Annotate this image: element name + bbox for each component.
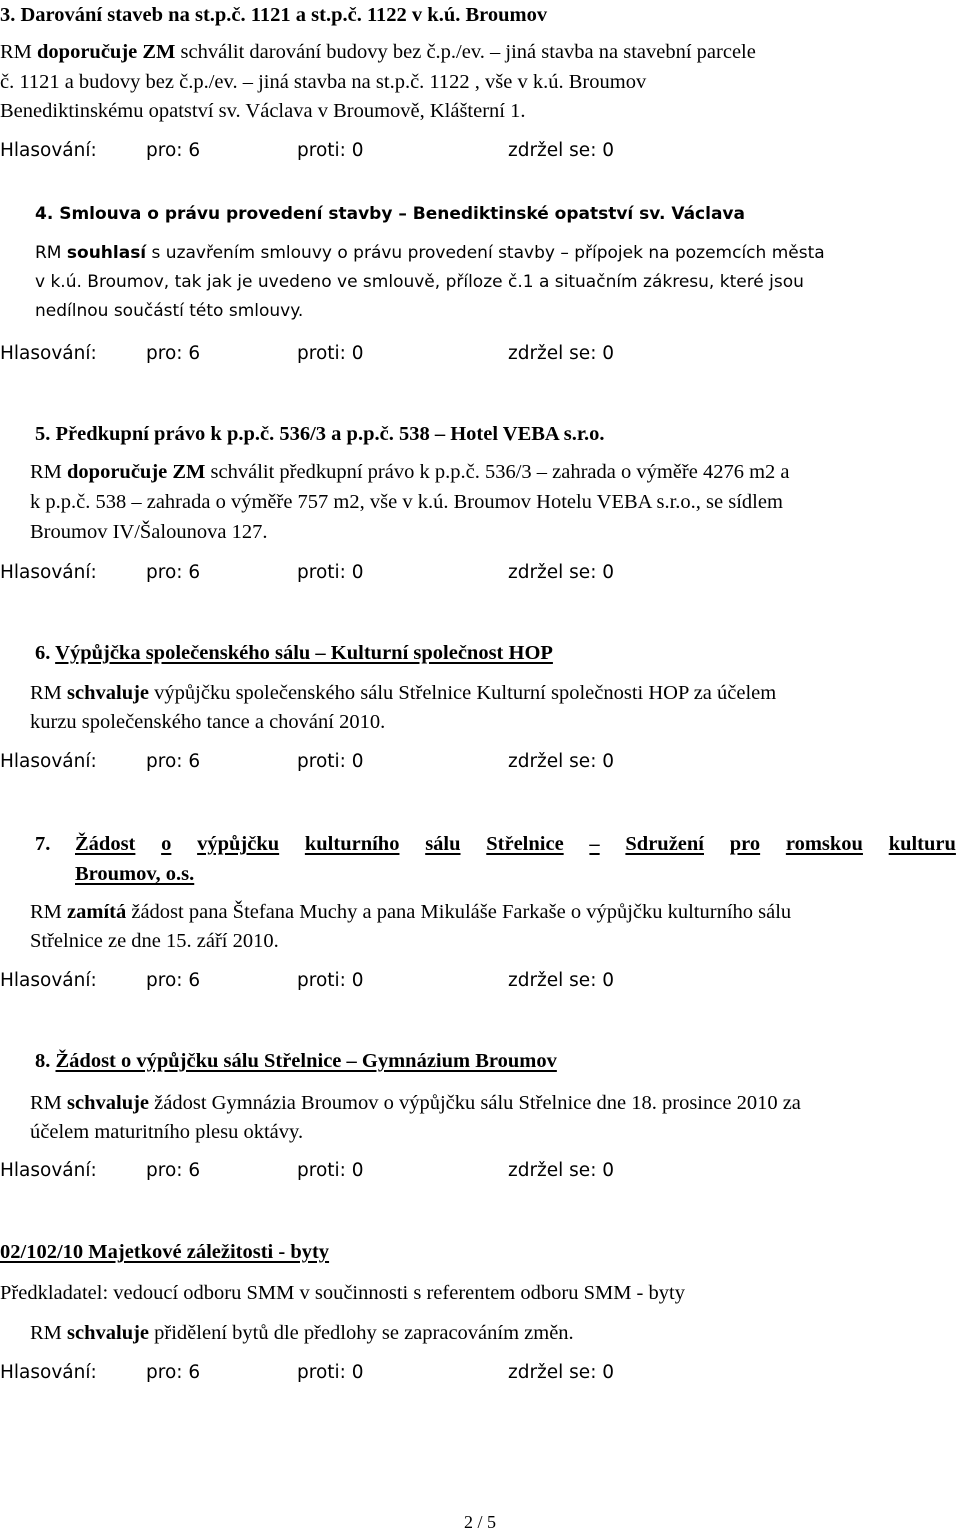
item5-text-line3: Broumov IV/Šalounova 127. [30,521,268,543]
item3-vote: Hlasování: pro: 6 proti: 0 zdržel se: 0 [0,140,615,161]
item7-heading-line2: Broumov, o.s. [75,863,195,885]
item3-text-line1: RM doporučuje ZM schválit darování budovy bez č.p./ev. – jiná stavba na stavební parcele [0,41,756,63]
section-vote: Hlasování: pro: 6 proti: 0 zdržel se: 0 [0,1362,615,1383]
item7-text-line2: Střelnice ze dne 15. září 2010. [30,930,279,952]
item4-text-line3: nedílnou součástí této smlouvy. [35,301,304,321]
section-presenter: Předkladatel: vedoucí odboru SMM v součinnosti s referentem odboru SMM - byty [0,1282,685,1304]
item8-text-line1: RM schvaluje žádost Gymnázia Broumov o výpůjčku sálu Střelnice dne 18. prosince 2010 za [30,1092,801,1114]
item5-heading: 5. Předkupní právo k p.p.č. 536/3 a p.p.č. 538 – Hotel VEBA s.r.o. [35,423,605,445]
item3-text-line3: Benediktinskému opatství sv. Václava v Broumově, Klášterní 1. [0,100,526,122]
item8-heading: 8. Žádost o výpůjčku sálu Střelnice – Gymnázium Broumov [35,1050,557,1072]
item4-heading: 4. Smlouva o právu provedení stavby – Benediktinské opatství sv. Václava [35,204,745,224]
item8-text-line2: účelem maturitního plesu oktávy. [30,1121,304,1143]
item5-text-line2: k p.p.č. 538 – zahrada o výměře 757 m2, vše v k.ú. Broumov Hotelu VEBA s.r.o., se sídlem [30,491,783,513]
item6-heading: 6. Výpůjčka společenského sálu – Kulturní společnost HOP [35,642,553,664]
item4-vote: Hlasování: pro: 6 proti: 0 zdržel se: 0 [0,343,615,364]
item3-text-line2: č. 1121 a budovy bez č.p./ev. – jiná stavba na st.p.č. 1122 , vše v k.ú. Broumov [0,71,647,93]
item6-text-line1: RM schvaluje výpůjčku společenského sálu Střelnice Kulturní společnosti HOP za účelem [30,682,777,704]
item4-text-line2: v k.ú. Broumov, tak jak je uvedeno ve smlouvě, příloze č.1 a situačním zákresu, které jsou [35,272,804,292]
item7-number: 7. [35,833,51,855]
item5-vote: Hlasování: pro: 6 proti: 0 zdržel se: 0 [0,562,615,583]
item5-text-line1: RM doporučuje ZM schválit předkupní právo k p.p.č. 536/3 – zahrada o výměře 4276 m2 a [30,461,790,483]
item3-heading: 3. Darování staveb na st.p.č. 1121 a st.p.č. 1122 v k.ú. Broumov [0,4,548,26]
item4-text-line1: RM souhlasí s uzavřením smlouvy o právu provedení stavby – přípojek na pozemcích města [35,243,825,263]
section-heading: 02/102/10 Majetkové záležitosti - byty [0,1241,330,1263]
item6-text-line2: kurzu společenského tance a chování 2010. [30,711,386,733]
item6-vote: Hlasování: pro: 6 proti: 0 zdržel se: 0 [0,751,615,772]
item7-heading-line1: Žádost o výpůjčku kulturního sálu Střelnice – Sdružení pro romskou kulturu [75,833,956,855]
item8-vote: Hlasování: pro: 6 proti: 0 zdržel se: 0 [0,1160,615,1181]
item7-text-line1: RM zamítá žádost pana Štefana Muchy a pana Mikuláše Farkaše o výpůjčku kulturního sálu [30,901,792,923]
page-number: 2 / 5 [463,1512,496,1532]
section-text-line1: RM schvaluje přidělení bytů dle předlohy se zapracováním změn. [30,1322,574,1344]
item7-vote: Hlasování: pro: 6 proti: 0 zdržel se: 0 [0,970,615,991]
